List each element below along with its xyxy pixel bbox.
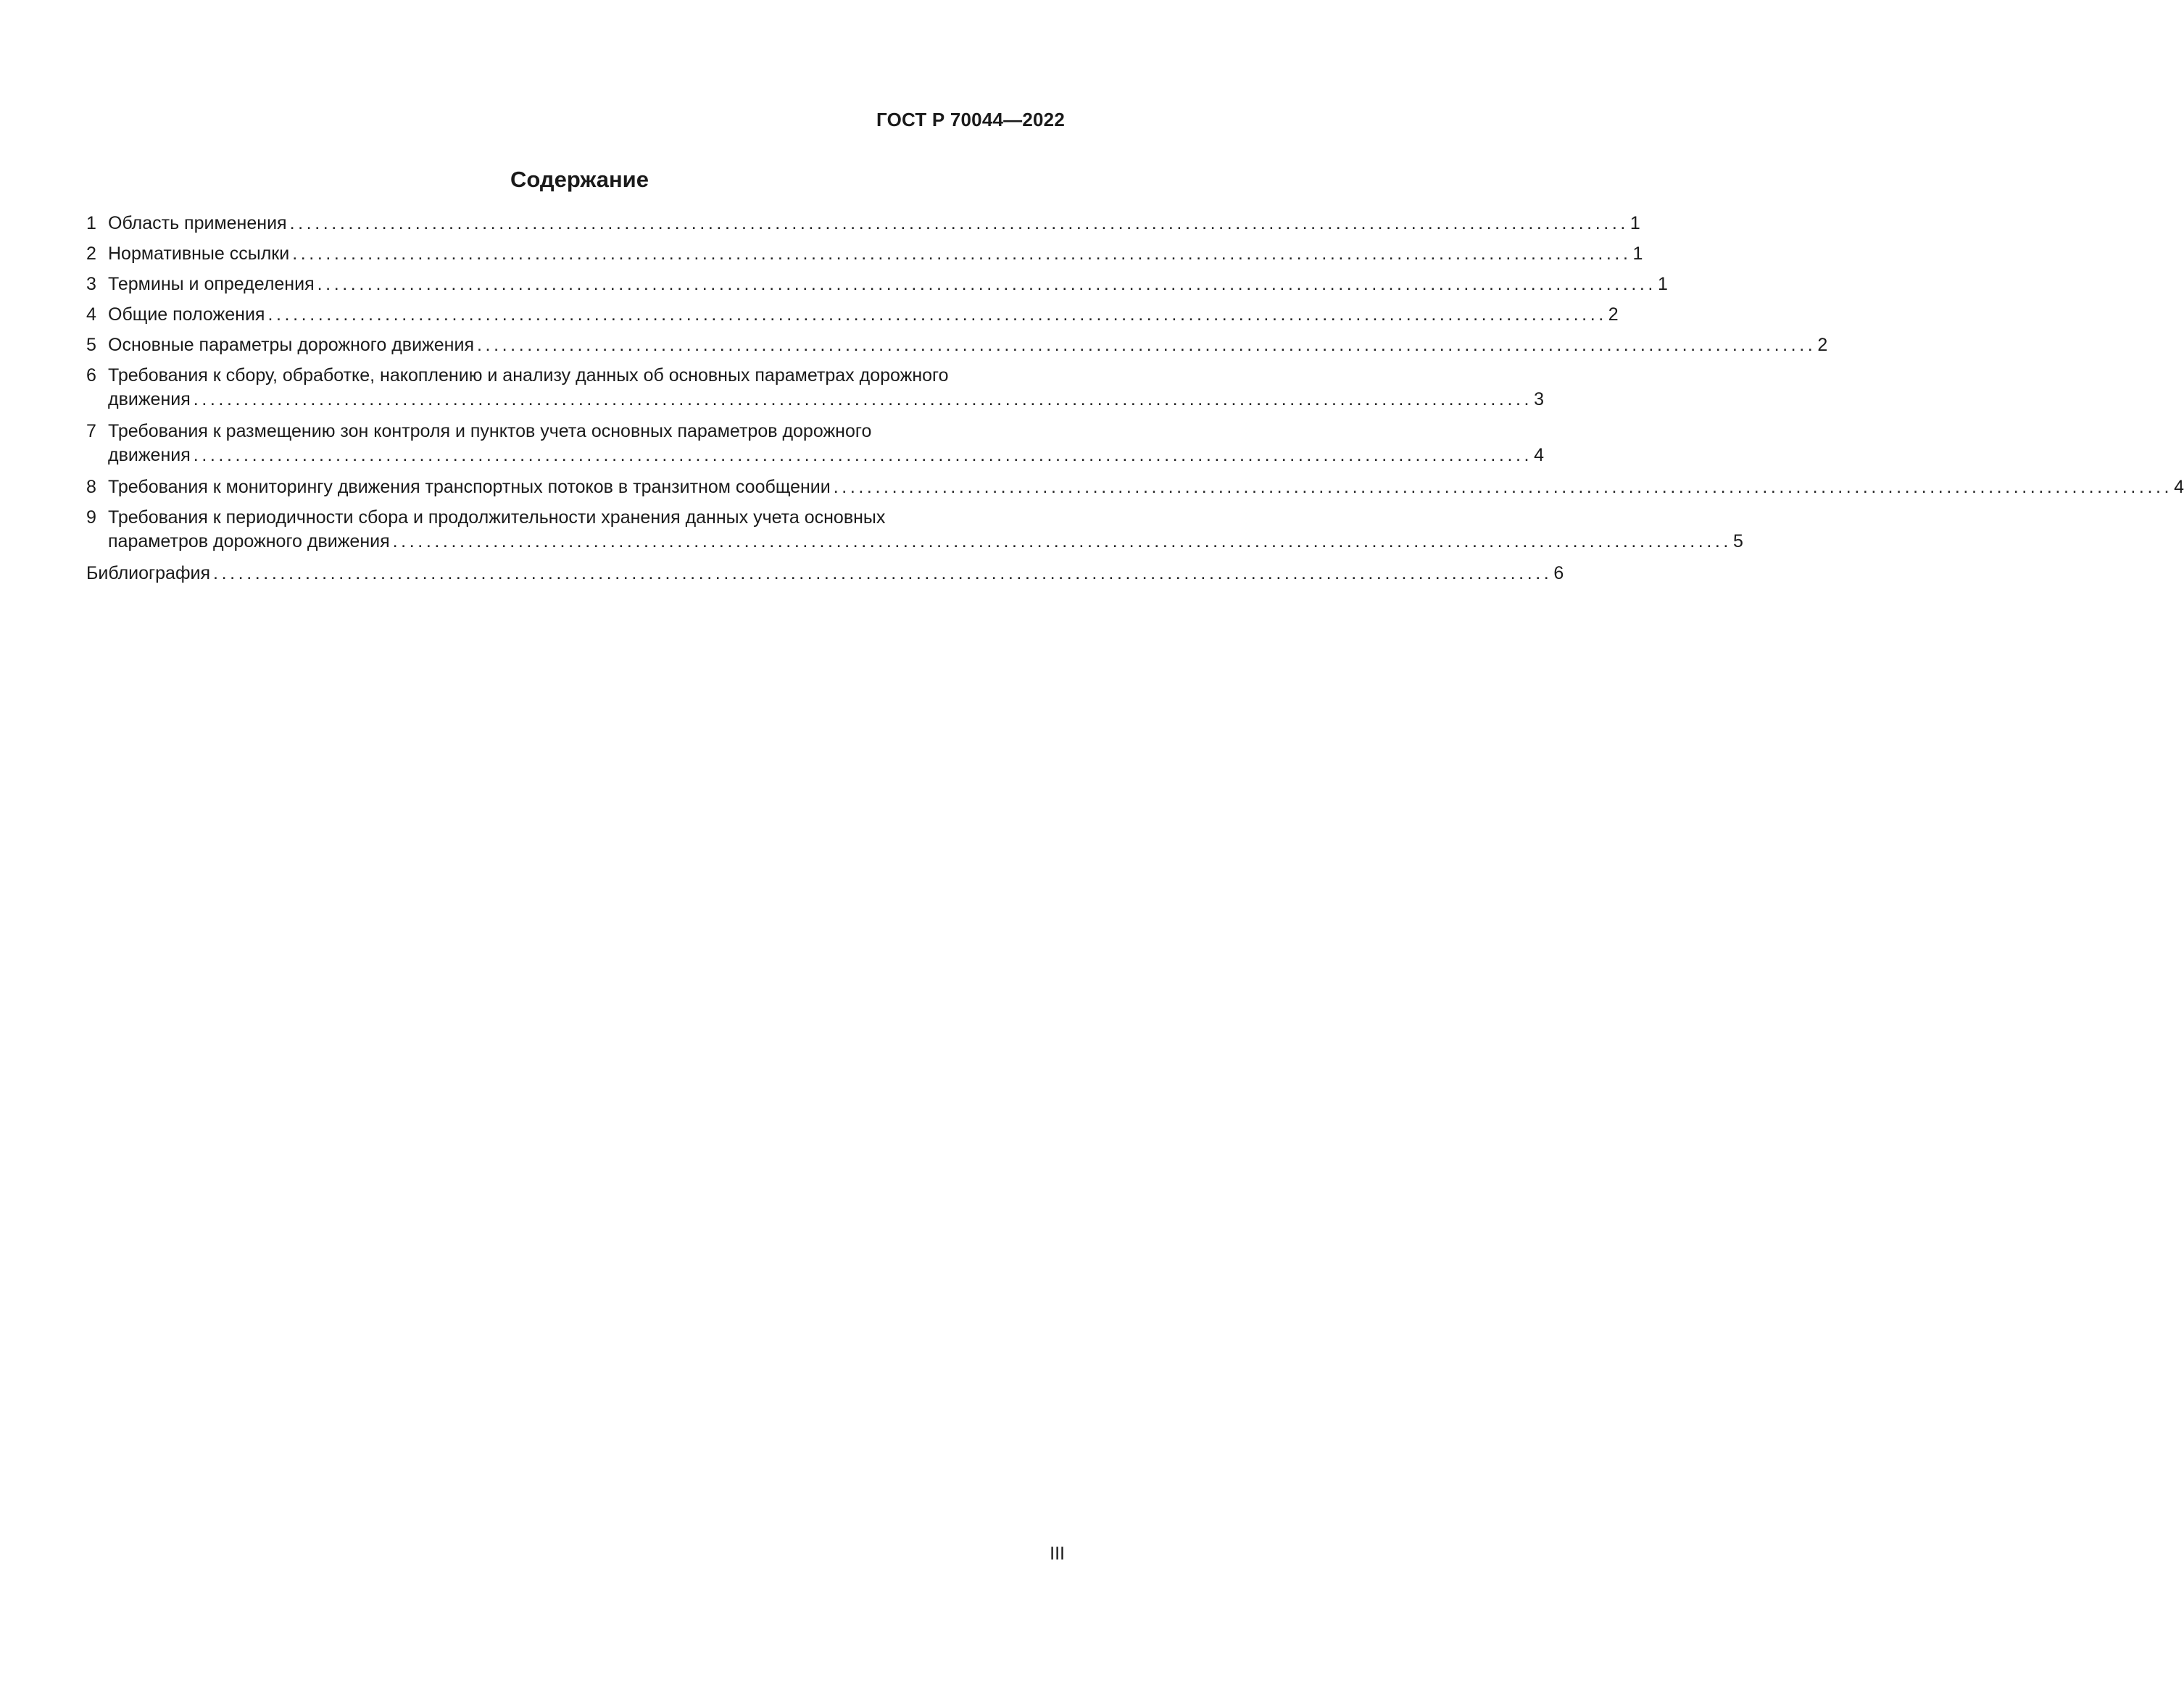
- toc-entry[interactable]: [86, 364, 1545, 420]
- toc-entry-number: 1: [86, 213, 96, 233]
- toc-bibliography-page: 6: [1553, 563, 1564, 583]
- toc-entry-page: 1: [1632, 243, 1643, 264]
- toc-entry-bibliography[interactable]: [86, 562, 1564, 592]
- toc-entry-title-continued: движения: [108, 389, 191, 409]
- dot-leader: ................................................................................................................................................................: [289, 213, 1629, 233]
- toc-entry[interactable]: [86, 272, 1668, 303]
- toc-entry[interactable]: [86, 506, 1743, 562]
- toc-entry-number: 2: [86, 243, 96, 264]
- toc-entry-title-line: Требования к сбору, обработке, накоплению и анализу данных об основных параметрах дорожного: [108, 365, 949, 386]
- dot-leader: ................................................................................................................................................................: [476, 335, 1816, 355]
- toc-entry-title: Нормативные ссылки: [108, 243, 290, 264]
- toc-entry-title: Область применения: [108, 213, 287, 233]
- standard-id-header: ГОСТ Р 70044—2022: [876, 109, 1065, 130]
- toc-title: Содержание: [510, 167, 649, 192]
- toc-entry-page: 1: [1657, 274, 1668, 294]
- toc-entry-title: Основные параметры дорожного движения: [108, 335, 474, 355]
- toc-entry[interactable]: [86, 242, 1643, 272]
- toc-entry-page: 2: [1817, 335, 1828, 355]
- dot-leader: ................................................................................................................................................................: [267, 304, 1607, 325]
- toc-entry-number: 3: [86, 274, 96, 294]
- toc-entry[interactable]: [86, 420, 1545, 475]
- toc-entry-title: Термины и определения: [108, 274, 315, 294]
- toc-entry-page: 2: [1608, 304, 1619, 325]
- dot-leader: ................................................................................................................................................................: [392, 531, 1732, 551]
- dot-leader: ................................................................................................................................................................: [292, 243, 1632, 264]
- dot-leader: ................................................................................................................................................................: [213, 563, 1553, 583]
- page-number: III: [1050, 1544, 1065, 1564]
- toc-entry-page: 5: [1732, 531, 1743, 551]
- toc-entry-number: 4: [86, 304, 96, 325]
- dot-leader: ................................................................................................................................................................: [193, 389, 1533, 409]
- toc-bibliography-title: Библиография: [86, 563, 211, 583]
- toc-entry-number: 9: [86, 507, 96, 528]
- dot-leader: ................................................................................................................................................................: [317, 274, 1656, 294]
- toc-entry-title-line: Требования к размещению зон контроля и пунктов учета основных параметров дорожного: [108, 421, 872, 441]
- toc-entry-title: Требования к мониторингу движения транспортных потоков в транзитном сообщении: [108, 477, 831, 497]
- toc-entry[interactable]: [86, 333, 1828, 364]
- toc-entry-number: 8: [86, 477, 96, 497]
- toc-entry-page: 1: [1629, 213, 1640, 233]
- toc-entry[interactable]: [86, 475, 2184, 506]
- toc-entry-title: Общие положения: [108, 304, 265, 325]
- toc-entry[interactable]: [86, 303, 1619, 333]
- dot-leader: ................................................................................................................................................................: [833, 477, 2173, 497]
- dot-leader: ................................................................................................................................................................: [193, 445, 1533, 465]
- toc-entry-title-continued: параметров дорожного движения: [108, 531, 390, 551]
- toc-entry-page: 3: [1534, 389, 1545, 409]
- toc-entry-number: 6: [86, 365, 96, 386]
- toc-entry-number: 7: [86, 421, 96, 441]
- toc-entry-title-continued: движения: [108, 445, 191, 465]
- table-of-contents: [86, 212, 2184, 592]
- toc-entry-page: 4: [1534, 445, 1545, 465]
- toc-entry-title-line: Требования к периодичности сбора и продолжительности хранения данных учета основных: [108, 507, 886, 528]
- toc-entry-page: 4: [2174, 477, 2184, 497]
- toc-entry-number: 5: [86, 335, 96, 355]
- toc-entry[interactable]: [86, 212, 1640, 242]
